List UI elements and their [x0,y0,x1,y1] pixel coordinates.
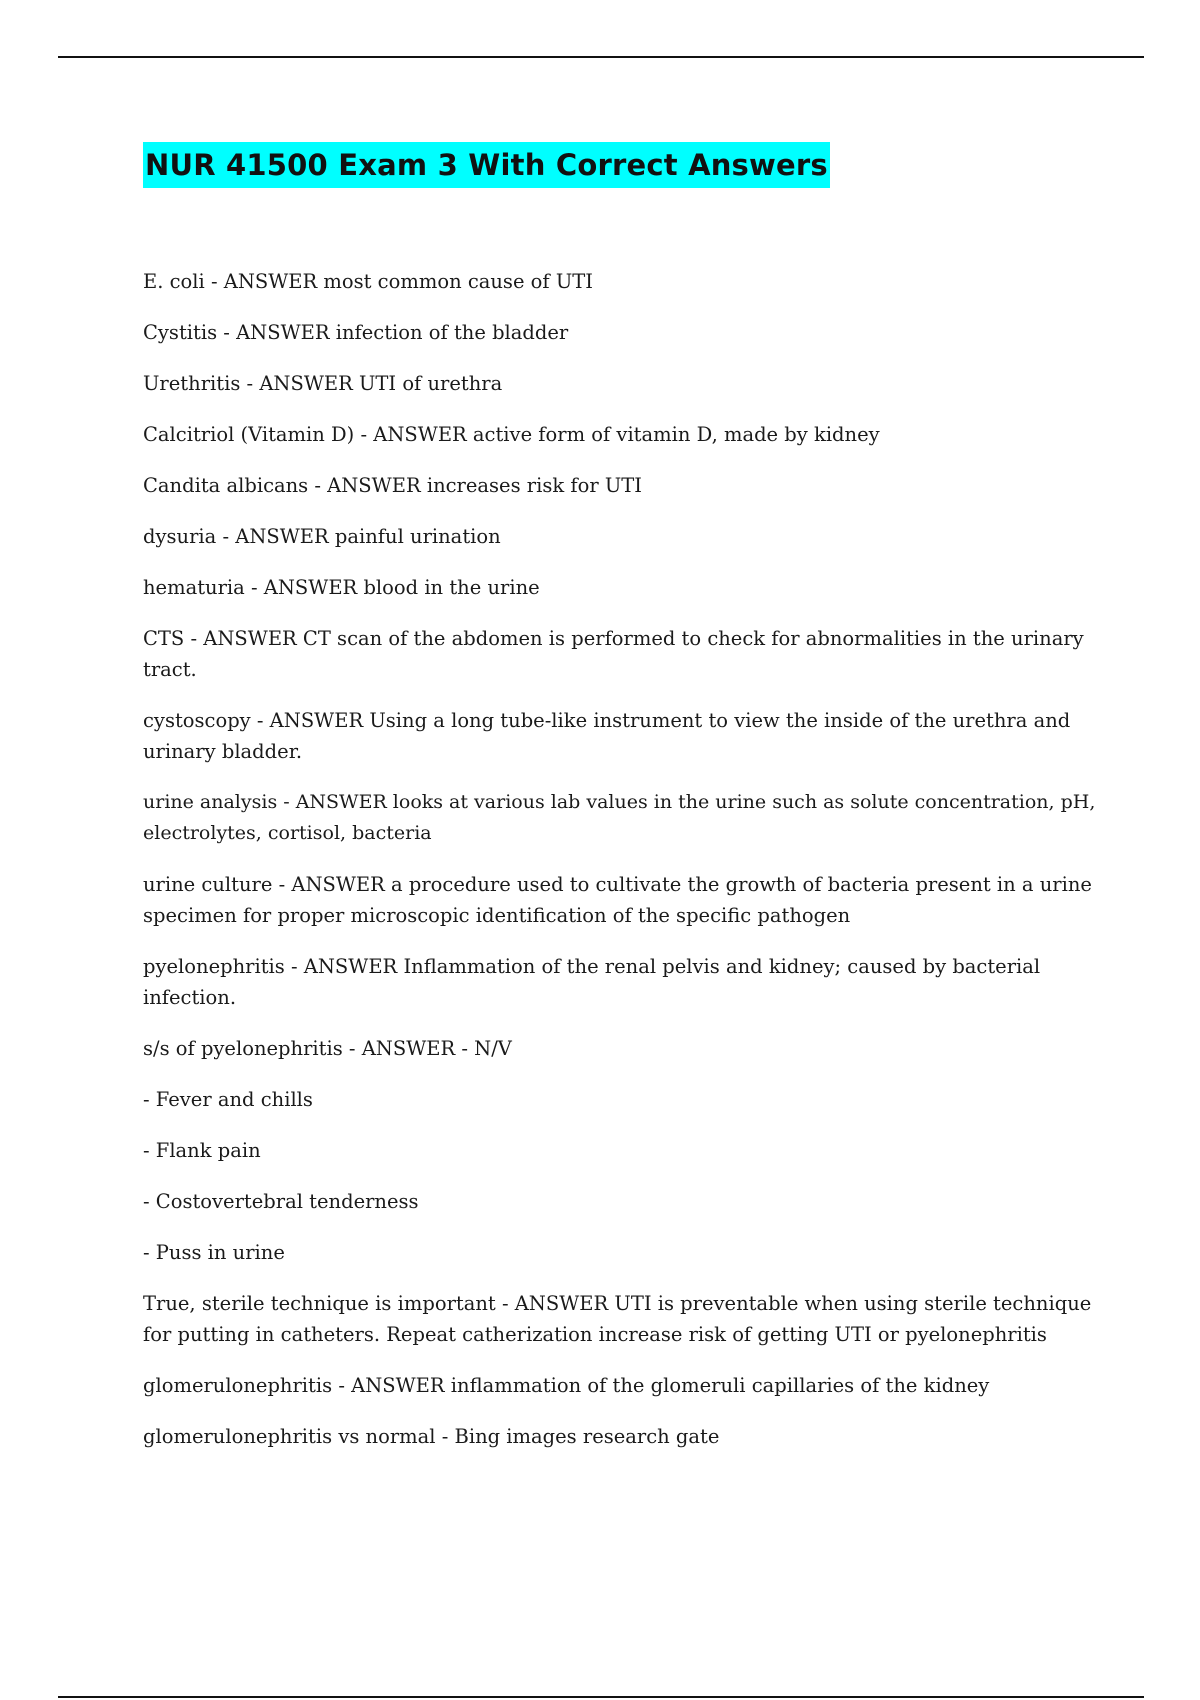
qa-list [143,266,1103,1452]
qa-entry: - Flank pain [143,1139,261,1162]
qa-entry: Calcitriol (Vitamin D) - ANSWER active form of vitamin D, made by kidney [143,423,880,446]
qa-entry: - Costovertebral tenderness [143,1190,419,1213]
qa-entry: - Fever and chills [143,1088,313,1111]
qa-entry: Cystitis - ANSWER infection of the bladder [143,321,569,344]
qa-entry: s/s of pyelonephritis - ANSWER - N/V [143,1037,512,1060]
document-page [143,142,1103,1472]
bottom-divider [58,1696,1144,1698]
top-divider [58,56,1144,58]
qa-entry: CTS - ANSWER CT scan of the abdomen is performed to check for abnormalities in the urinary tract. [143,627,1084,681]
qa-entry: E. coli - ANSWER most common cause of UTI [143,270,593,293]
qa-entry: urine culture - ANSWER a procedure used to cultivate the growth of bacteria present in a urine specimen for proper microscopic identification of the specific pathogen [143,873,1092,927]
qa-entry: glomerulonephritis vs normal - Bing images research gate [143,1425,720,1448]
qa-entry: glomerulonephritis - ANSWER inflammation of the glomeruli capillaries of the kidney [143,1374,990,1397]
qa-entry: Candita albicans - ANSWER increases risk for UTI [143,474,642,497]
qa-entry: hematuria - ANSWER blood in the urine [143,576,540,599]
qa-entry: urine analysis - ANSWER looks at various lab values in the urine such as solute concentration, pH, electrolytes, cortisol, bacteria [143,791,1096,844]
qa-entry: dysuria - ANSWER painful urination [143,525,501,548]
qa-entry: cystoscopy - ANSWER Using a long tube-like instrument to view the inside of the urethra and urinary bladder. [143,709,1071,763]
document-title: NUR 41500 Exam 3 With Correct Answers [143,142,830,188]
qa-entry: True, sterile technique is important - ANSWER UTI is preventable when using sterile technique for putting in catheters. Repeat catherization increase risk of getting UTI or pyelonephritis [143,1292,1092,1346]
qa-entry: pyelonephritis - ANSWER Inflammation of the renal pelvis and kidney; caused by bacterial infection. [143,955,1041,1009]
qa-entry: Urethritis - ANSWER UTI of urethra [143,372,503,395]
qa-entry: - Puss in urine [143,1241,285,1264]
